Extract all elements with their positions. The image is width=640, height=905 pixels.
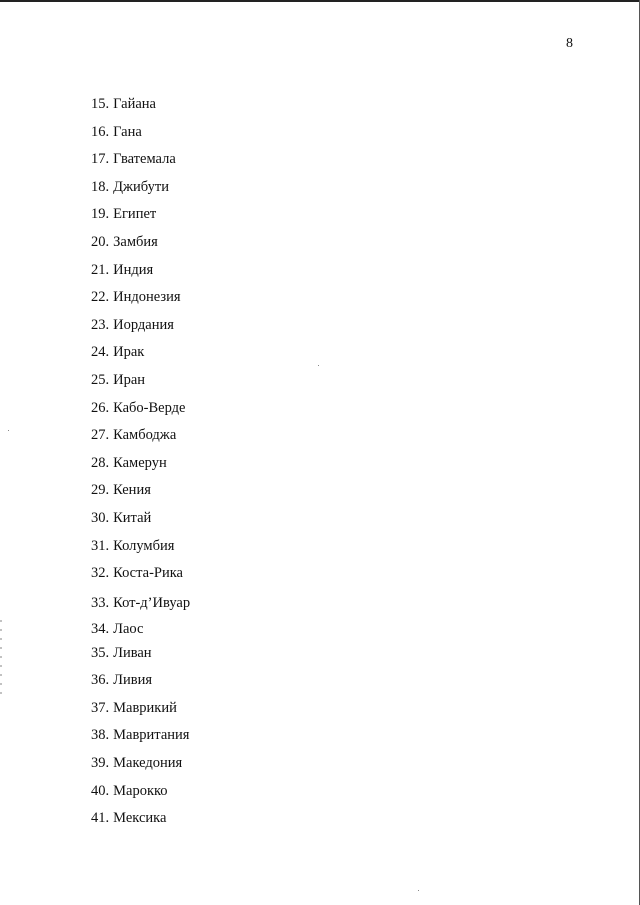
item-name: Кабо-Верде [113, 399, 186, 416]
list-item [91, 367, 190, 395]
list-item [91, 174, 190, 202]
list-item [91, 257, 190, 285]
item-number: 28. [91, 454, 110, 471]
scan-speck [318, 365, 319, 366]
item-name: Гватемала [113, 151, 176, 168]
item-number: 26. [91, 399, 110, 416]
item-name: Замбия [113, 233, 158, 250]
list-item [91, 201, 190, 229]
list-item [91, 533, 190, 561]
item-name: Египет [113, 206, 157, 223]
item-name: Кот-д’Ивуар [113, 594, 191, 611]
item-name: Македония [113, 755, 183, 772]
scan-speck [418, 890, 419, 891]
item-number: 40. [91, 782, 110, 799]
item-name: Иран [113, 371, 146, 388]
item-number: 24. [91, 344, 110, 361]
country-list [91, 91, 190, 833]
list-item [91, 618, 190, 640]
item-name: Марокко [113, 782, 168, 799]
item-name: Кения [113, 482, 151, 499]
list-item [91, 422, 190, 450]
item-number: 19. [91, 206, 110, 223]
item-number: 18. [91, 178, 110, 195]
list-item [91, 588, 190, 618]
item-name: Колумбия [113, 537, 175, 554]
item-name: Китай [113, 509, 152, 526]
scan-artifact-left [0, 620, 2, 700]
list-item [91, 395, 190, 423]
list-item [91, 778, 190, 806]
item-number: 36. [91, 672, 110, 689]
item-name: Маврикий [113, 699, 177, 716]
item-name: Иордания [113, 316, 174, 333]
item-name: Гана [113, 123, 142, 140]
scan-border-top [0, 0, 640, 2]
item-number: 21. [91, 261, 110, 278]
item-number: 17. [91, 151, 110, 168]
list-item [91, 477, 190, 505]
list-item [91, 91, 190, 119]
list-item [91, 229, 190, 257]
item-number: 22. [91, 289, 110, 306]
list-item [91, 695, 190, 723]
item-number: 31. [91, 537, 110, 554]
item-name: Мавритания [113, 727, 190, 744]
item-name: Коста-Рика [113, 565, 183, 582]
page-number: 8 [566, 36, 573, 51]
list-item [91, 805, 190, 833]
item-name: Индия [113, 261, 154, 278]
list-item [91, 119, 190, 147]
item-number: 39. [91, 755, 110, 772]
item-number: 37. [91, 699, 110, 716]
item-name: Камерун [113, 454, 167, 471]
item-number: 29. [91, 482, 110, 499]
item-number: 27. [91, 427, 110, 444]
list-item [91, 722, 190, 750]
item-name: Ливан [113, 644, 152, 661]
item-number: 23. [91, 316, 110, 333]
list-item [91, 312, 190, 340]
item-name: Гайана [113, 96, 156, 112]
list-item [91, 560, 190, 588]
item-number: 41. [91, 810, 110, 827]
item-name: Ирак [113, 344, 145, 361]
list-item [91, 640, 190, 668]
item-number: 30. [91, 509, 110, 526]
scan-speck [8, 430, 9, 431]
item-name: Джибути [113, 178, 169, 195]
list-item [91, 667, 190, 695]
item-name: Лаос [113, 620, 144, 637]
item-number: 33. [91, 594, 110, 611]
list-item [91, 750, 190, 778]
item-number: 15. [91, 96, 110, 112]
item-number: 34. [91, 620, 110, 637]
item-name: Камбоджа [113, 427, 177, 444]
item-number: 25. [91, 371, 110, 388]
item-name: Мексика [113, 810, 167, 827]
item-number: 16. [91, 123, 110, 140]
list-item [91, 284, 190, 312]
item-name: Ливия [113, 672, 152, 689]
list-item [91, 450, 190, 478]
item-number: 38. [91, 727, 110, 744]
item-number: 32. [91, 565, 110, 582]
item-number: 20. [91, 233, 110, 250]
list-item [91, 505, 190, 533]
list-item [91, 146, 190, 174]
list-item [91, 339, 190, 367]
item-name: Индонезия [113, 289, 181, 306]
item-number: 35. [91, 644, 110, 661]
